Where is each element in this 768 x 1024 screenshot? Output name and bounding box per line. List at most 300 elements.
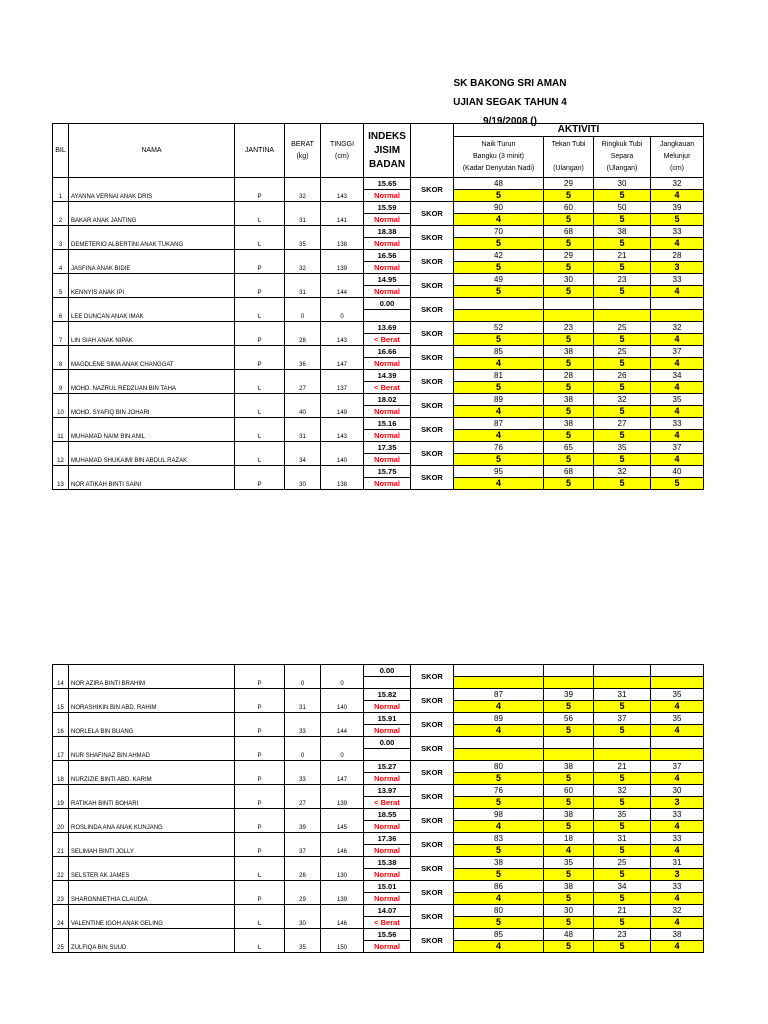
student-row-top [53, 274, 704, 286]
student-tinggi: 137 [321, 370, 364, 394]
student-berat: 27 [285, 785, 321, 809]
activity-raw-value: 87 [454, 689, 544, 701]
skor-label: SKOR [411, 881, 454, 905]
student-tinggi: 0 [321, 665, 364, 689]
activity-score: 5 [594, 406, 651, 418]
activity-score: 5 [594, 334, 651, 346]
activity-score [544, 310, 594, 322]
activity-score: 4 [651, 454, 704, 466]
student-bmi-status: Normal [364, 821, 411, 833]
activity-raw-value: 49 [454, 274, 544, 286]
skor-label: SKOR [411, 905, 454, 929]
student-bmi-status: Normal [364, 238, 411, 250]
activity-score: 4 [651, 893, 704, 905]
student-berat: 34 [285, 442, 321, 466]
student-berat: 0 [285, 298, 321, 322]
activity-score [594, 749, 651, 761]
student-bmi-status: Normal [364, 478, 411, 490]
student-berat: 33 [285, 713, 321, 737]
activity-raw-value [594, 298, 651, 310]
col-header-skor [411, 124, 454, 178]
activity-raw-value: 23 [594, 929, 651, 941]
student-bmi: 16.56 [364, 250, 411, 262]
student-jantina: P [235, 737, 285, 761]
student-tinggi: 140 [321, 689, 364, 713]
student-name: JASFINA ANAK BIDIE [69, 250, 235, 274]
student-tinggi: 141 [321, 202, 364, 226]
activity-score [454, 749, 544, 761]
activity-score: 4 [454, 430, 544, 442]
activity-score: 5 [544, 869, 594, 881]
col-header-ringkuk-tubi-separa: Ringkuk Tubi Separa (Ulangan) [594, 137, 651, 178]
activity-raw-value: 38 [544, 809, 594, 821]
activity-score [594, 310, 651, 322]
activity-score: 4 [651, 286, 704, 298]
activity-raw-value: 37 [651, 442, 704, 454]
skor-label: SKOR [411, 857, 454, 881]
activity-score: 4 [651, 701, 704, 713]
student-berat: 29 [285, 881, 321, 905]
activity-raw-value: 33 [651, 809, 704, 821]
student-tinggi: 146 [321, 833, 364, 857]
activity-score: 4 [454, 821, 544, 833]
student-row-top [53, 737, 704, 749]
activity-score: 5 [454, 382, 544, 394]
activity-raw-value: 32 [594, 466, 651, 478]
student-bmi-status: Normal [364, 454, 411, 466]
col-header-aktiviti: AKTIVITI [454, 124, 704, 137]
student-bil: 24 [53, 905, 69, 929]
student-bmi: 15.59 [364, 202, 411, 214]
student-name: BAKAR ANAK JANTING [69, 202, 235, 226]
student-tinggi: 139 [321, 881, 364, 905]
activity-score: 5 [544, 382, 594, 394]
student-jantina: L [235, 442, 285, 466]
student-name: MOHD. SYAFIQ BIN JOHARI [69, 394, 235, 418]
activity-raw-value: 70 [454, 226, 544, 238]
activity-score [651, 310, 704, 322]
activity-score [544, 677, 594, 689]
student-name: SELSTER AK JAMES [69, 857, 235, 881]
student-row-top [53, 178, 704, 190]
student-row-top [53, 346, 704, 358]
student-bmi-status: Normal [364, 941, 411, 953]
activity-raw-value [594, 737, 651, 749]
student-bmi-status: Normal [364, 286, 411, 298]
activity-raw-value: 48 [544, 929, 594, 941]
activity-raw-value: 34 [594, 881, 651, 893]
student-row-top [53, 202, 704, 214]
activity-score: 5 [454, 238, 544, 250]
student-tinggi: 145 [321, 809, 364, 833]
activity-raw-value: 28 [651, 250, 704, 262]
activity-score: 5 [594, 821, 651, 833]
activity-raw-value: 26 [594, 370, 651, 382]
student-bil: 3 [53, 226, 69, 250]
student-bil: 8 [53, 346, 69, 370]
activity-score: 5 [454, 454, 544, 466]
activity-score: 5 [594, 190, 651, 202]
student-berat: 31 [285, 274, 321, 298]
student-jantina: P [235, 178, 285, 202]
student-bmi-status: < Berat [364, 917, 411, 929]
activity-raw-value: 52 [454, 322, 544, 334]
activity-raw-value: 35 [544, 857, 594, 869]
activity-score [594, 677, 651, 689]
student-bmi: 15.65 [364, 178, 411, 190]
student-name: AYANNA VERNAI ANAK DRIS [69, 178, 235, 202]
skor-label: SKOR [411, 833, 454, 857]
student-jantina: P [235, 785, 285, 809]
activity-raw-value [454, 665, 544, 677]
student-name: VALENTINE IGOH ANAK GELING [69, 905, 235, 929]
activity-score [454, 310, 544, 322]
student-jantina: P [235, 665, 285, 689]
activity-raw-value [544, 665, 594, 677]
student-bil: 16 [53, 713, 69, 737]
student-row-top [53, 689, 704, 701]
student-jantina: L [235, 905, 285, 929]
student-bil: 12 [53, 442, 69, 466]
activity-score: 5 [594, 478, 651, 490]
activity-raw-value: 85 [454, 929, 544, 941]
activity-score: 5 [544, 701, 594, 713]
student-jantina: L [235, 298, 285, 322]
student-tinggi: 138 [321, 226, 364, 250]
activity-score: 4 [651, 821, 704, 833]
student-jantina: L [235, 418, 285, 442]
student-berat: 31 [285, 689, 321, 713]
col-header-tekan-tubi: Tekan Tubi (Ulangan) [544, 137, 594, 178]
student-tinggi: 147 [321, 761, 364, 785]
skor-label: SKOR [411, 394, 454, 418]
activity-raw-value: 85 [454, 346, 544, 358]
student-name: NURZIZIE BINTI ABD. KARIM [69, 761, 235, 785]
activity-raw-value: 31 [594, 689, 651, 701]
activity-raw-value [651, 737, 704, 749]
activity-score: 5 [544, 406, 594, 418]
activity-score: 4 [651, 773, 704, 785]
activity-raw-value: 30 [594, 178, 651, 190]
activity-score: 5 [594, 941, 651, 953]
student-bil: 13 [53, 466, 69, 490]
student-bmi-status [364, 749, 411, 761]
activity-raw-value [651, 298, 704, 310]
student-jantina: P [235, 322, 285, 346]
activity-score: 5 [454, 334, 544, 346]
student-bmi: 18.55 [364, 809, 411, 821]
col-header-indeks-jisim-badan: INDEKS JISIM BADAN [364, 124, 411, 178]
student-bil: 15 [53, 689, 69, 713]
skor-label: SKOR [411, 466, 454, 490]
student-tinggi: 0 [321, 298, 364, 322]
activity-raw-value: 30 [651, 785, 704, 797]
activity-score: 4 [651, 190, 704, 202]
student-name: DEMETERIO ALBERTINI ANAK TUKANG [69, 226, 235, 250]
student-row-top [53, 857, 704, 869]
student-bmi: 17.36 [364, 833, 411, 845]
activity-raw-value: 21 [594, 761, 651, 773]
student-bmi-status: Normal [364, 406, 411, 418]
student-row-top [53, 250, 704, 262]
student-tinggi: 150 [321, 929, 364, 953]
student-row-top [53, 761, 704, 773]
activity-raw-value: 35 [651, 713, 704, 725]
student-bmi-status: Normal [364, 893, 411, 905]
activity-score: 5 [594, 773, 651, 785]
activity-raw-value: 81 [454, 370, 544, 382]
student-berat: 26 [285, 857, 321, 881]
activity-raw-value: 35 [651, 394, 704, 406]
activity-raw-value: 32 [594, 394, 651, 406]
student-berat: 28 [285, 322, 321, 346]
activity-raw-value: 28 [544, 370, 594, 382]
student-bmi-status: Normal [364, 845, 411, 857]
activity-score [544, 749, 594, 761]
activity-raw-value: 89 [454, 394, 544, 406]
skor-label: SKOR [411, 809, 454, 833]
activity-raw-value: 37 [651, 346, 704, 358]
activity-score: 4 [651, 406, 704, 418]
activity-score: 5 [454, 773, 544, 785]
activity-score: 5 [544, 821, 594, 833]
student-name: KENNYIS ANAK IPI [69, 274, 235, 298]
student-jantina: L [235, 370, 285, 394]
skor-label: SKOR [411, 226, 454, 250]
skor-label: SKOR [411, 418, 454, 442]
activity-raw-value: 38 [651, 929, 704, 941]
activity-score: 5 [544, 941, 594, 953]
activity-score: 5 [594, 262, 651, 274]
activity-score: 5 [594, 430, 651, 442]
student-tinggi: 147 [321, 346, 364, 370]
activity-raw-value [594, 665, 651, 677]
activity-score: 5 [454, 869, 544, 881]
student-name: ROSLINDA ANA ANAK KUNJANG [69, 809, 235, 833]
activity-raw-value: 30 [544, 905, 594, 917]
activity-score: 4 [544, 845, 594, 857]
student-bil: 20 [53, 809, 69, 833]
student-row-top [53, 809, 704, 821]
student-row-top [53, 322, 704, 334]
student-name: MUHAMAD SHUKAIMI BIN ABDUL RAZAK [69, 442, 235, 466]
activity-score: 5 [594, 382, 651, 394]
activity-score: 5 [544, 286, 594, 298]
student-berat: 32 [285, 178, 321, 202]
student-bmi-status: Normal [364, 214, 411, 226]
student-bmi-status: Normal [364, 725, 411, 737]
student-tinggi: 140 [321, 442, 364, 466]
student-row-top [53, 370, 704, 382]
student-name: NOR ATIKAH BINTI SAINI [69, 466, 235, 490]
student-berat: 33 [285, 761, 321, 785]
activity-raw-value [454, 298, 544, 310]
col-header-jantina: JANTINA [235, 124, 285, 178]
activity-raw-value: 39 [651, 202, 704, 214]
student-tinggi: 143 [321, 178, 364, 202]
student-bil: 7 [53, 322, 69, 346]
student-bil: 9 [53, 370, 69, 394]
activity-score: 3 [651, 797, 704, 809]
student-tinggi: 149 [321, 394, 364, 418]
activity-raw-value: 80 [454, 905, 544, 917]
student-bmi: 18.02 [364, 394, 411, 406]
activity-score: 5 [594, 454, 651, 466]
activity-score: 4 [651, 430, 704, 442]
student-bmi: 15.01 [364, 881, 411, 893]
student-bmi-status [364, 677, 411, 689]
test-date: 9/19/2008 () [483, 116, 537, 127]
activity-raw-value: 38 [594, 226, 651, 238]
activity-score: 5 [594, 358, 651, 370]
student-bmi-status: Normal [364, 190, 411, 202]
skor-label: SKOR [411, 370, 454, 394]
activity-raw-value: 32 [651, 178, 704, 190]
student-row-top [53, 881, 704, 893]
activity-raw-value [454, 737, 544, 749]
student-jantina: P [235, 250, 285, 274]
activity-raw-value: 80 [454, 761, 544, 773]
activity-raw-value: 39 [544, 689, 594, 701]
activity-score: 5 [544, 797, 594, 809]
student-berat: 30 [285, 905, 321, 929]
student-bmi: 13.97 [364, 785, 411, 797]
student-bmi: 0.00 [364, 298, 411, 310]
student-row-top [53, 418, 704, 430]
activity-score: 5 [544, 773, 594, 785]
student-bil: 11 [53, 418, 69, 442]
activity-raw-value: 25 [594, 857, 651, 869]
student-tinggi: 143 [321, 322, 364, 346]
activity-score: 4 [651, 917, 704, 929]
student-jantina: L [235, 929, 285, 953]
student-bmi: 0.00 [364, 665, 411, 677]
activity-score [454, 677, 544, 689]
student-berat: 40 [285, 394, 321, 418]
activity-score: 5 [594, 893, 651, 905]
activity-score: 4 [651, 845, 704, 857]
student-berat: 37 [285, 833, 321, 857]
activity-score: 5 [544, 358, 594, 370]
skor-label: SKOR [411, 298, 454, 322]
activity-raw-value: 83 [454, 833, 544, 845]
student-tinggi: 144 [321, 274, 364, 298]
activity-raw-value: 30 [544, 274, 594, 286]
activity-score: 5 [454, 845, 544, 857]
activity-raw-value: 25 [594, 322, 651, 334]
skor-label: SKOR [411, 737, 454, 761]
student-name: ZULFIQA BIN SUUD [69, 929, 235, 953]
activity-raw-value: 42 [454, 250, 544, 262]
student-bil: 14 [53, 665, 69, 689]
activity-score: 4 [454, 725, 544, 737]
activity-raw-value: 40 [651, 466, 704, 478]
activity-score: 4 [454, 214, 544, 226]
activity-score: 5 [651, 214, 704, 226]
student-name: NORLELA BIN BUANG [69, 713, 235, 737]
activity-raw-value: 95 [454, 466, 544, 478]
student-name: MAGDLENE SIMA ANAK CHANGGAT [69, 346, 235, 370]
student-jantina: P [235, 466, 285, 490]
activity-score: 5 [454, 262, 544, 274]
activity-score: 5 [544, 454, 594, 466]
activity-raw-value: 38 [544, 761, 594, 773]
activity-raw-value: 27 [594, 418, 651, 430]
skor-label: SKOR [411, 202, 454, 226]
student-jantina: L [235, 226, 285, 250]
student-berat: 31 [285, 202, 321, 226]
student-jantina: P [235, 833, 285, 857]
col-header-berat: BERAT (kg) [285, 124, 321, 178]
activity-score: 4 [651, 382, 704, 394]
activity-score: 5 [454, 190, 544, 202]
student-bil: 23 [53, 881, 69, 905]
student-bmi-status: Normal [364, 262, 411, 274]
activity-score: 5 [594, 797, 651, 809]
activity-score: 5 [544, 190, 594, 202]
activity-score: 5 [544, 334, 594, 346]
student-row-top [53, 298, 704, 310]
student-row-top [53, 226, 704, 238]
activity-raw-value: 60 [544, 785, 594, 797]
student-jantina: P [235, 809, 285, 833]
student-tinggi: 143 [321, 418, 364, 442]
student-jantina: P [235, 881, 285, 905]
student-berat: 32 [285, 250, 321, 274]
results-table-part-1 [52, 123, 704, 490]
student-bmi: 15.56 [364, 929, 411, 941]
student-row-top [53, 785, 704, 797]
activity-score: 4 [651, 941, 704, 953]
student-tinggi: 130 [321, 857, 364, 881]
student-name: MUHAMAD NAIM BIN ANIL [69, 418, 235, 442]
skor-label: SKOR [411, 322, 454, 346]
skor-label: SKOR [411, 274, 454, 298]
skor-label: SKOR [411, 442, 454, 466]
activity-raw-value: 68 [544, 226, 594, 238]
student-bmi-status: Normal [364, 358, 411, 370]
student-bil: 6 [53, 298, 69, 322]
student-bmi-status: Normal [364, 701, 411, 713]
activity-raw-value: 87 [454, 418, 544, 430]
student-tinggi: 139 [321, 250, 364, 274]
student-bmi-status: < Berat [364, 334, 411, 346]
activity-score: 4 [454, 941, 544, 953]
activity-raw-value: 33 [651, 418, 704, 430]
student-bil: 2 [53, 202, 69, 226]
activity-raw-value: 38 [544, 418, 594, 430]
student-bmi: 14.39 [364, 370, 411, 382]
activity-score [651, 749, 704, 761]
activity-raw-value: 25 [594, 346, 651, 358]
student-bil: 4 [53, 250, 69, 274]
skor-label: SKOR [411, 665, 454, 689]
activity-raw-value: 37 [594, 713, 651, 725]
activity-score [651, 677, 704, 689]
student-jantina: P [235, 274, 285, 298]
activity-score: 5 [544, 430, 594, 442]
activity-score: 4 [454, 893, 544, 905]
activity-raw-value: 32 [651, 322, 704, 334]
student-berat: 31 [285, 418, 321, 442]
activity-raw-value: 29 [544, 250, 594, 262]
student-name: MOHD. NAZRUL REDZUAN BIN TAHA [69, 370, 235, 394]
activity-score: 5 [594, 845, 651, 857]
student-berat: 30 [285, 466, 321, 490]
student-bil: 18 [53, 761, 69, 785]
activity-raw-value: 89 [454, 713, 544, 725]
activity-raw-value: 76 [454, 785, 544, 797]
